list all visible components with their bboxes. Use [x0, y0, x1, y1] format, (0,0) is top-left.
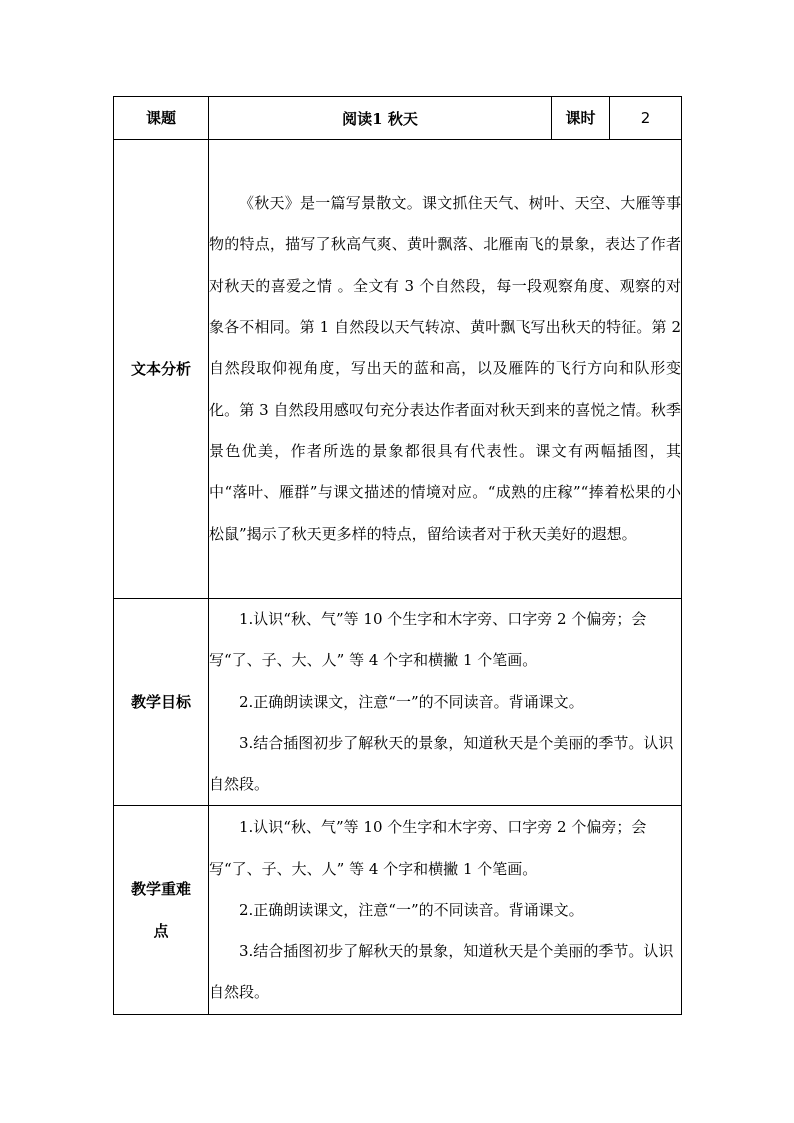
keypoints-label: 教学重难点: [114, 806, 209, 1015]
objective-item: 2.正确朗读课文，注意“一”的不同读音。背诵课文。: [239, 692, 584, 711]
objectives-cell: [209, 599, 682, 806]
hours-label: 课时: [552, 97, 610, 140]
topic-value: 阅读1 秋天: [209, 97, 552, 140]
analysis-cell: [209, 140, 682, 599]
objective-item: 3.结合插图初步了解秋天的景象，知道秋天是个美丽的季节。认识自然段。: [209, 733, 674, 794]
keypoint-item: 1.认识“秋、气”等 10 个生字和木字旁、口字旁 2 个偏旁；会写“了、子、大、人” 等 4 个字和横撇 1 个笔画。: [209, 818, 647, 878]
objectives-label: 教学目标: [114, 599, 209, 806]
objective-item: 1.认识“秋、气”等 10 个生字和木字旁、口字旁 2 个偏旁；会写“了、子、大、人” 等 4 个字和横撇 1 个笔画。: [209, 610, 647, 670]
objectives-row: [114, 599, 682, 806]
hours-value: 2: [610, 97, 682, 140]
topic-label: 课题: [114, 97, 209, 140]
lesson-plan-table: [113, 96, 682, 1015]
keypoints-cell: [209, 806, 682, 1015]
analysis-text: 《秋天》是一篇写景散文。课文抓住天气、树叶、天空、大雁等事物的特点，描写了秋高气爽、黄叶飘落、北雁南飞的景象，表达了作者对秋天的喜爱之情 。全文有 3 个自然段，每一段观察角度、观察的对象各不相同。第 1 自然段以天气转凉、黄叶飘飞写出秋天的特征。第 2 自然段取仰视角度，写出天的蓝和高，以及雁阵的飞行方向和队形变化。第 3 自然段用感叹句充分表达作者面对秋天到来的喜悦之情。秋季景色优美，作者所选的景象都很具有代表性。课文有两幅插图，其中“落叶、雁群”与课文描述的情境对应。“成熟的庄稼”“捧着松果的小松鼠”揭示了秋天更多样的特点，留给读者对于秋天美好的遐想。: [209, 194, 681, 543]
header-row: [114, 97, 682, 140]
keypoint-item: 2.正确朗读课文，注意“一”的不同读音。背诵课文。: [239, 900, 584, 919]
analysis-row: [114, 140, 682, 599]
keypoint-item: 3.结合插图初步了解秋天的景象，知道秋天是个美丽的季节。认识自然段。: [209, 942, 674, 1002]
analysis-label: 文本分析: [114, 140, 209, 599]
keypoints-row: [114, 806, 682, 1015]
